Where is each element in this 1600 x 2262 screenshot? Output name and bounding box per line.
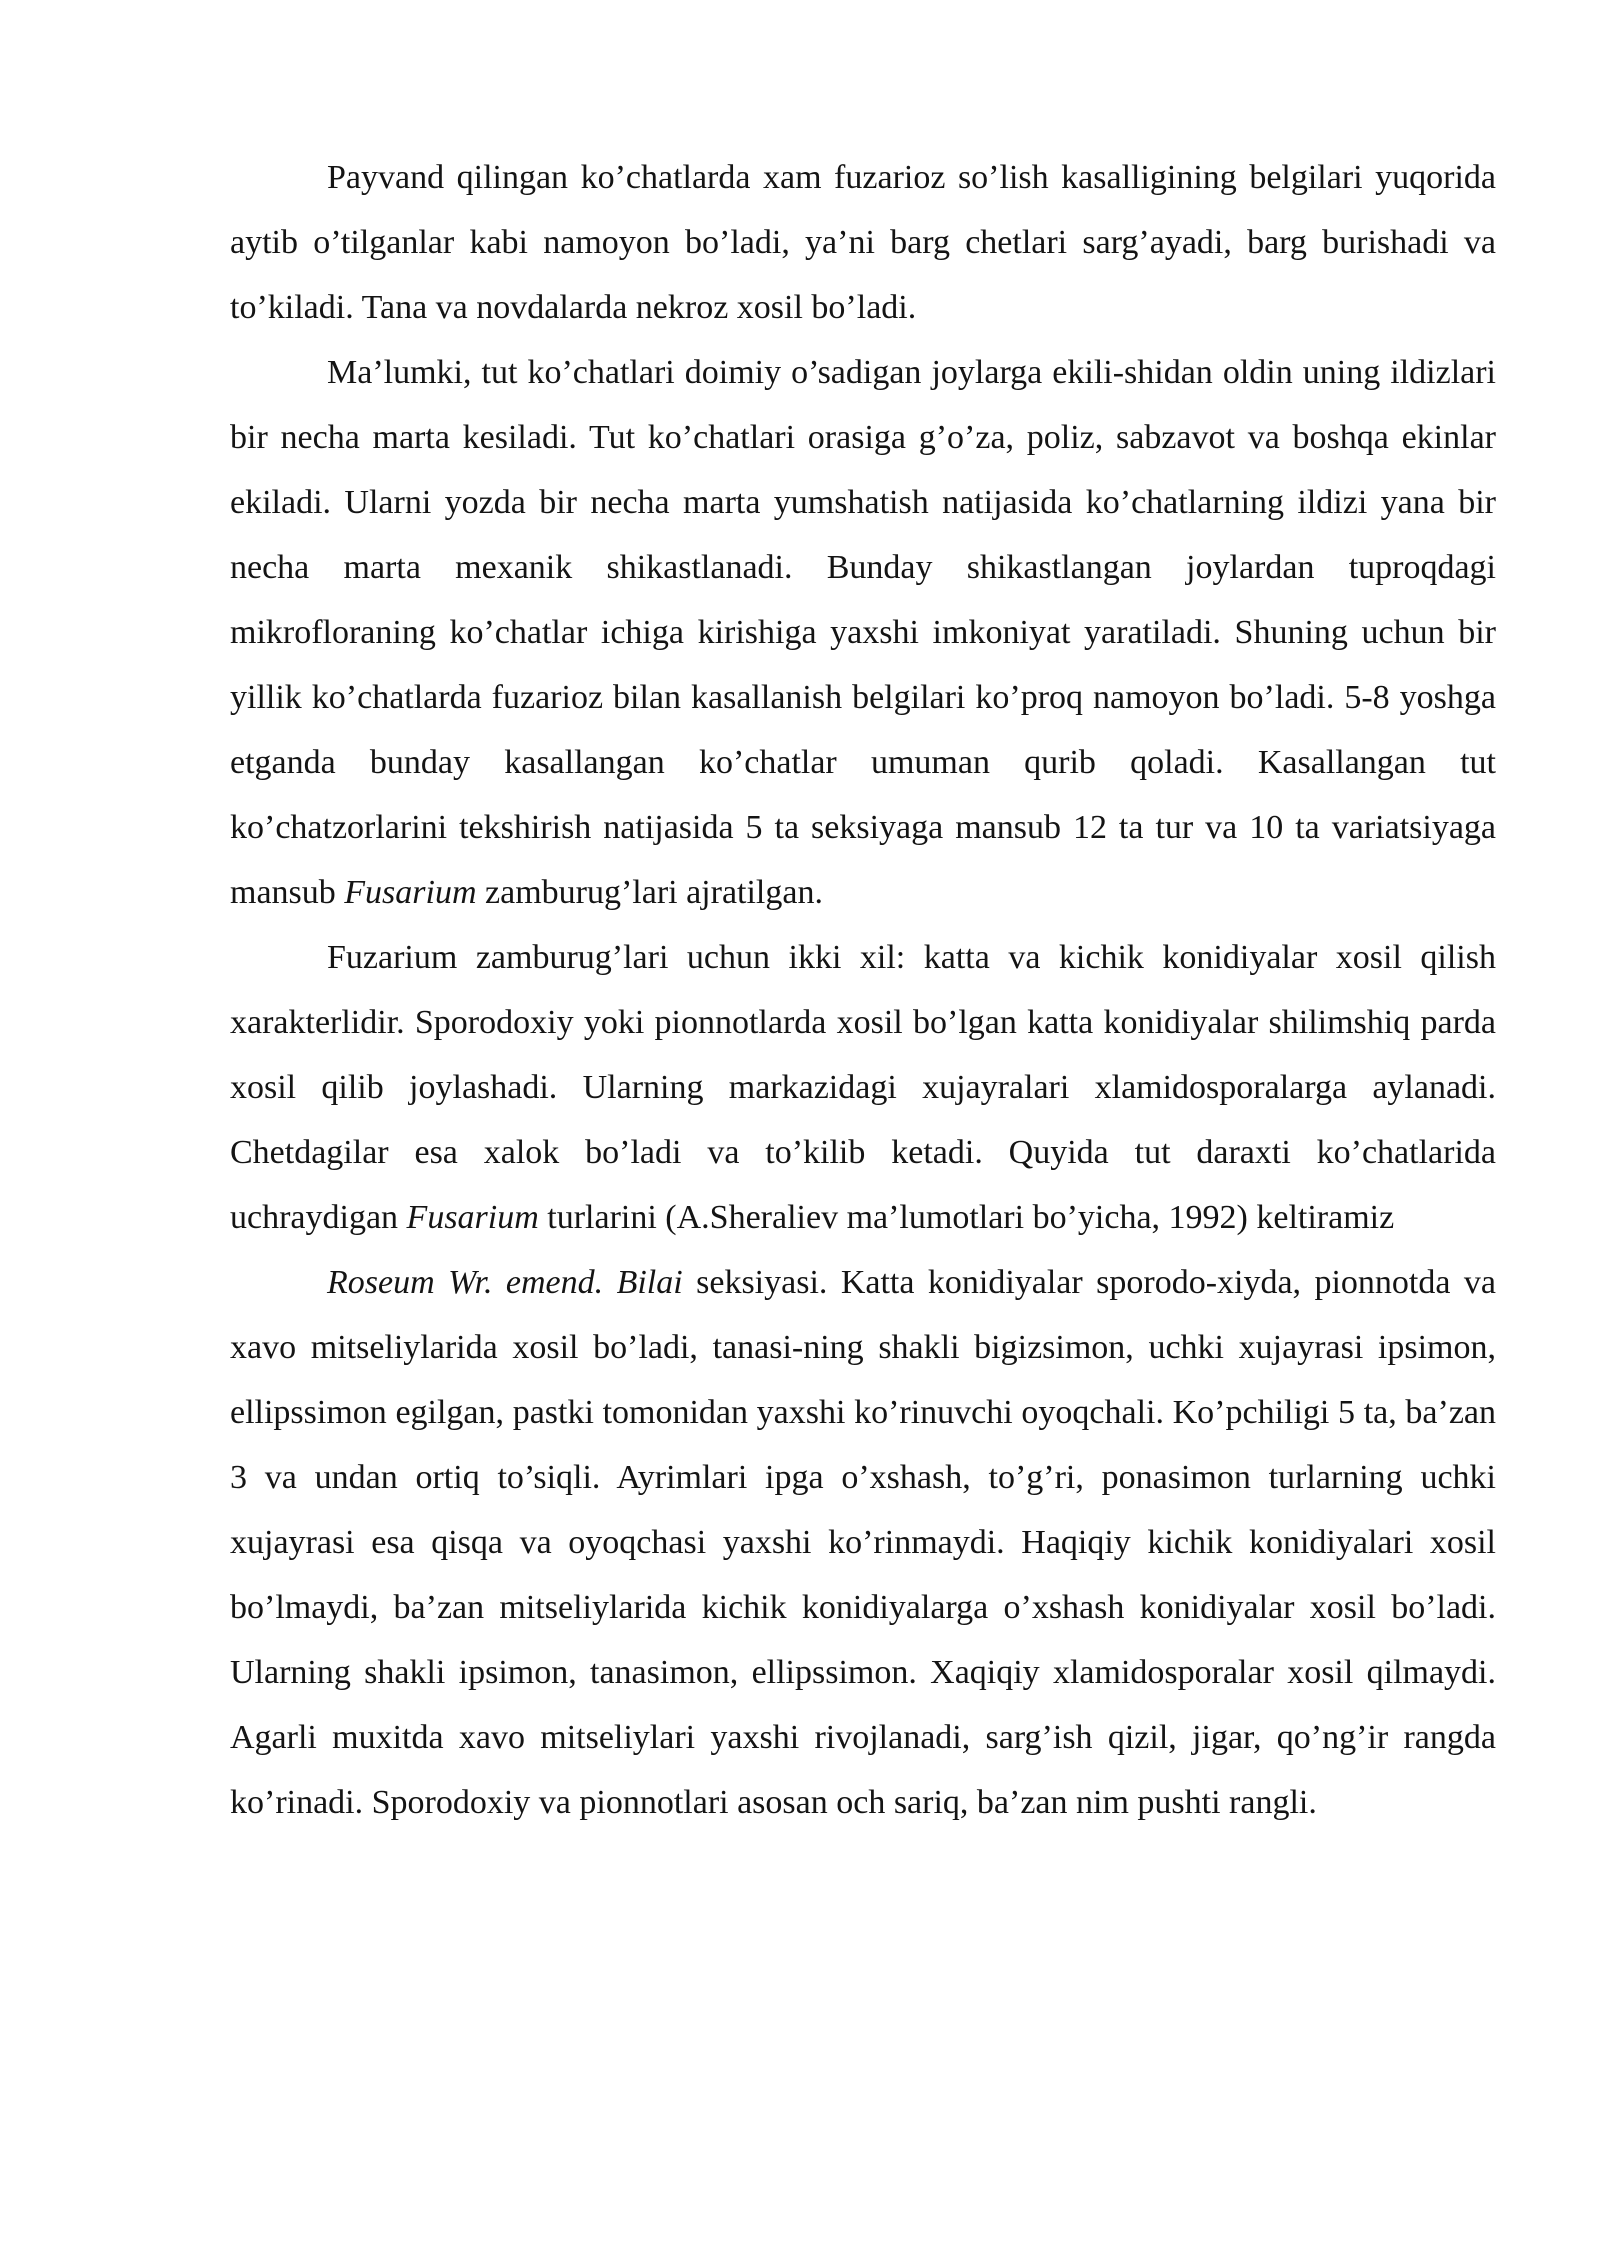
paragraph-3 — [230, 925, 1496, 1250]
paragraph-4 — [230, 1250, 1496, 1835]
paragraph-1-text: Payvand qilingan ko’chatlarda xam fuzarioz so’lish kasalligining belgilari yuqorida aytib o’tilganlar kabi namoyon bo’ladi, ya’ni barg chetlari sarg’ayadi, barg burishadi va to’kiladi. Tana va novdalarda nekroz xosil bo’ladi. — [230, 159, 1496, 326]
paragraph-2 — [230, 340, 1496, 925]
document-page — [230, 145, 1496, 1835]
paragraph-2-genus-name: Fusarium — [344, 874, 477, 911]
paragraph-2-text: Ma’lumki, tut ko’chatlari doimiy o’sadigan joylarga ekili-shidan oldin uning ildizlari bir necha marta kesiladi. Tut ko’chatlari orasiga g’o’za, poliz, sabzavot va boshqa ekinlar ekiladi. Ularni yozda bir necha marta yumshatish natijasida ko’chatlarning ildizi yana bir necha marta mexanik shikastlanadi. Bunday shikastlangan joylardan tuproqdagi mikrofloraning ko’chatlar ichiga kirishiga yaxshi imkoniyat yaratiladi. Shuning uchun bir yillik ko’chatlarda fuzarioz bilan kasallanish belgilari ko’proq namoyon bo’ladi. 5-8 yoshga etganda bunday kasallangan ko’chatlar umuman qurib qoladi. Kasallangan tut ko’chatzorlarini tekshirish natijasida 5 ta seksiyaga mansub 12 ta tur va 10 ta variatsiyaga mansub — [230, 354, 1496, 911]
paragraph-3-genus-name: Fusarium — [406, 1199, 539, 1236]
paragraph-3-text: Fuzarium zamburug’lari uchun ikki xil: katta va kichik konidiyalar xosil qilish xarakterlidir. Sporodoxiy yoki pionnotlarda xosil bo’lgan katta konidiyalar shilimshiq parda xosil qilib joylashadi. Ularning markazidagi xujayralari xlamidosporalarga aylanadi. Chetdagilar esa xalok bo’ladi va to’kilib ketadi. Quyida tut daraxti ko’chatlarida uchraydigan — [230, 939, 1496, 1236]
paragraph-4-section-name: Roseum Wr. emend. Bilai — [327, 1264, 683, 1301]
paragraph-4-text: seksiyasi. Katta konidiyalar sporodo-xiyda, pionnotda va xavo mitseliylarida xosil bo’ladi, tanasi-ning shakli bigizsimon, uchki xujayrasi ipsimon, ellipssimon egilgan, pastki tomonidan yaxshi ko’rinuvchi oyoqchali. Ko’pchiligi 5 ta, ba’zan 3 va undan ortiq to’siqli. Ayrimlari ipga o’xshash, to’g’ri, ponasimon turlarning uchki xujayrasi esa qisqa va oyoqchasi yaxshi ko’rinmaydi. Haqiqiy kichik konidiyalari xosil bo’lmaydi, ba’zan mitseliylarida kichik konidiyalarga o’xshash konidiyalar xosil bo’ladi. Ularning shakli ipsimon, tanasimon, ellipssimon. Xaqiqiy xlamidosporalar xosil qilmaydi. Agarli muxitda xavo mitseliylari yaxshi rivojlanadi, sarg’ish qizil, jigar, qo’ng’ir rangda ko’rinadi. Sporodoxiy va pionnotlari asosan och sariq, ba’zan nim pushti rangli. — [230, 1264, 1496, 1821]
paragraph-3-text-end: turlarini (A.Sheraliev ma’lumotlari bo’yicha, 1992) keltiramiz — [538, 1199, 1395, 1236]
paragraph-2-text-end: zamburug’lari ajratilgan. — [476, 874, 823, 911]
paragraph-1 — [230, 145, 1496, 340]
